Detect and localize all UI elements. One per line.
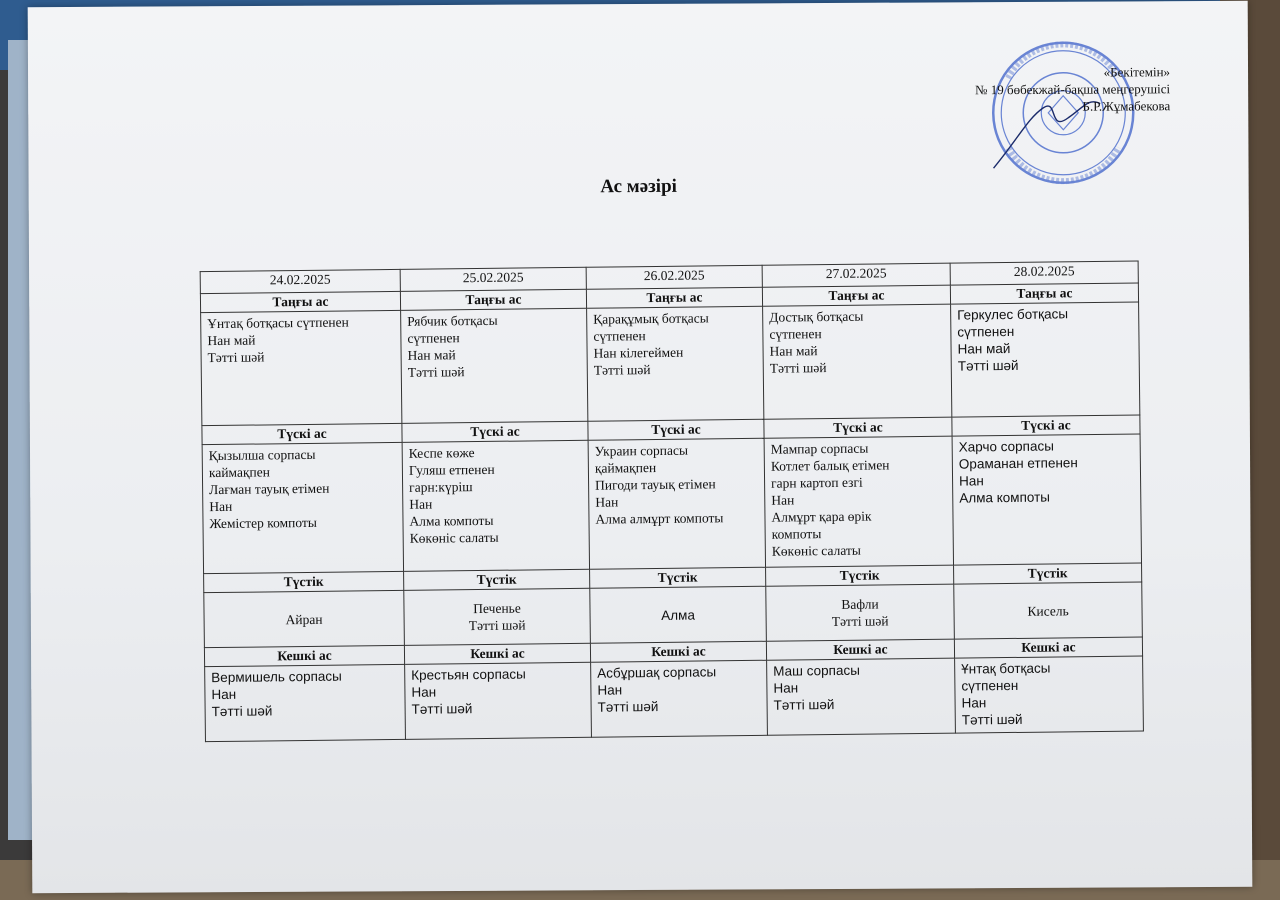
menu-cell bbox=[955, 656, 1144, 733]
dish-line: Вафли bbox=[841, 596, 879, 612]
dish-line: Тәтті шәй bbox=[593, 362, 651, 378]
dish-line: Тәтті шәй bbox=[411, 701, 473, 717]
menu-cell bbox=[402, 440, 589, 571]
dish-line: Вермишель сорпасы bbox=[211, 668, 342, 686]
dish-line: Асбұршақ сорпасы bbox=[597, 664, 717, 681]
date-cell: 28.02.2025 bbox=[950, 261, 1138, 285]
dish-line: Алма компоты bbox=[409, 512, 494, 529]
dish-line: гарн:күріш bbox=[409, 479, 473, 495]
date-cell: 25.02.2025 bbox=[400, 267, 586, 291]
menu-cell bbox=[590, 586, 767, 643]
dish-line: Нан май bbox=[407, 347, 456, 363]
menu-cell bbox=[766, 584, 955, 641]
dish-line: Алма алмұрт компоты bbox=[595, 510, 724, 527]
dish-line: Тәтті шәй bbox=[407, 364, 465, 380]
dish-line: Нан bbox=[211, 686, 237, 703]
menu-cell bbox=[767, 658, 956, 735]
dish-line: Тәтті шәй bbox=[211, 703, 273, 720]
dish-line: Алмұрт қара өрік bbox=[771, 508, 872, 525]
menu-cell bbox=[591, 660, 768, 737]
date-cell: 24.02.2025 bbox=[200, 269, 400, 293]
meal-header: Кешкі ас bbox=[404, 643, 590, 664]
dish-line: Нан bbox=[411, 684, 437, 700]
dish-line: Нан май bbox=[769, 343, 818, 359]
dish-line: Нан bbox=[961, 695, 987, 711]
dish-line: Қызылша сорпасы bbox=[208, 446, 316, 464]
dish-line: қаймақпен bbox=[594, 460, 657, 476]
menu-cell bbox=[587, 306, 764, 421]
menu-cell bbox=[202, 442, 403, 573]
dish-line: сүтпенен bbox=[407, 330, 460, 346]
meal-header: Түскі ас bbox=[588, 419, 764, 440]
dish-line: Кисель bbox=[1027, 602, 1069, 619]
menu-cell bbox=[401, 308, 588, 423]
meal-header: Кешкі ас bbox=[204, 645, 404, 666]
dish-line: Лағман тауық етімен bbox=[209, 480, 330, 498]
date-cell: 27.02.2025 bbox=[762, 263, 950, 287]
lunch-row bbox=[202, 434, 1141, 574]
dish-line: Тәтті шәй bbox=[207, 349, 265, 366]
dish-line: Тәтті шәй bbox=[961, 711, 1023, 728]
dish-line: Көкөніс салаты bbox=[409, 529, 499, 546]
dish-line: Нан май bbox=[207, 332, 256, 349]
menu-cell bbox=[588, 438, 765, 569]
meal-header: Түскі ас bbox=[952, 415, 1140, 436]
meal-header: Түстік bbox=[766, 565, 954, 586]
menu-table bbox=[200, 261, 1144, 743]
meal-header: Түскі ас bbox=[202, 423, 402, 444]
dish-line: Крестьян сорпасы bbox=[411, 666, 526, 683]
meal-header: Түстік bbox=[204, 571, 404, 592]
meal-header: Түстік bbox=[590, 567, 766, 588]
dish-line: Геркулес ботқасы bbox=[957, 306, 1069, 323]
meal-header: Таңғы ас bbox=[586, 287, 762, 308]
dish-line: Печенье bbox=[473, 600, 521, 617]
dish-line: Тәтті шәй bbox=[468, 617, 526, 634]
dish-line: Алма bbox=[661, 607, 695, 623]
menu-cell bbox=[405, 662, 592, 739]
dish-line: Ұнтақ ботқасы сүтпенен bbox=[207, 314, 349, 332]
meal-header: Таңғы ас bbox=[762, 285, 950, 306]
menu-cell bbox=[201, 310, 402, 425]
approval-label: «Бекітемін» bbox=[1103, 64, 1171, 80]
dish-line: сүтпенен bbox=[961, 677, 1019, 694]
dish-line: Нан bbox=[595, 494, 619, 510]
dish-line: Нан bbox=[773, 680, 799, 696]
approval-block bbox=[975, 63, 1170, 115]
dish-line: Мампар сорпасы bbox=[770, 440, 869, 457]
menu-cell bbox=[764, 436, 953, 567]
menu-cell bbox=[952, 434, 1141, 565]
dish-line: Котлет балық етімен bbox=[770, 457, 890, 474]
page-title: Ас мәзірі bbox=[600, 175, 677, 198]
dish-line: Тәтті шәй bbox=[773, 697, 835, 713]
meal-header: Түстік bbox=[404, 569, 590, 590]
dish-line: Нан bbox=[958, 473, 984, 489]
dish-line: Пигоди тауық етімен bbox=[595, 476, 716, 493]
menu-cell bbox=[951, 302, 1140, 417]
dish-line: компоты bbox=[771, 526, 822, 542]
approver-name: Б.Р.Жұмабекова bbox=[1082, 98, 1171, 114]
dish-line: Маш сорпасы bbox=[773, 662, 860, 679]
dish-line: Айран bbox=[285, 611, 323, 627]
dish-line: Тәтті шәй bbox=[597, 699, 659, 715]
dish-line: Достық ботқасы bbox=[769, 308, 864, 325]
dish-line: Кеспе көже bbox=[408, 445, 475, 461]
dish-line: Гуляш етпенен bbox=[408, 461, 495, 478]
breakfast-row bbox=[201, 302, 1140, 426]
meal-header: Кешкі ас bbox=[954, 637, 1142, 658]
menu-cell bbox=[763, 304, 952, 419]
dish-line: Нан май bbox=[957, 340, 1011, 357]
dish-line: сүтпенен bbox=[593, 328, 646, 344]
dish-line: Көкөніс салаты bbox=[771, 542, 861, 559]
dish-line: Харчо сорпасы bbox=[958, 438, 1054, 455]
meal-header: Кешкі ас bbox=[766, 639, 954, 660]
dish-line: Нан bbox=[771, 492, 795, 508]
meal-header: Кешкі ас bbox=[590, 641, 766, 662]
dish-line: каймақпен bbox=[208, 464, 271, 481]
dish-line: сүтпенен bbox=[957, 323, 1015, 340]
dish-line: Нан bbox=[209, 498, 233, 515]
menu-cell bbox=[204, 590, 405, 647]
menu-cell bbox=[404, 588, 591, 645]
date-cell: 26.02.2025 bbox=[586, 265, 762, 289]
dish-line: Қарақұмық ботқасы bbox=[593, 310, 709, 327]
dish-line: Украин сорпасы bbox=[594, 442, 689, 459]
dish-line: Жемістер компоты bbox=[209, 514, 317, 532]
dish-line: Тәтті шәй bbox=[957, 357, 1019, 374]
meal-header: Түскі ас bbox=[402, 421, 588, 442]
dish-line: Рябчик ботқасы bbox=[407, 312, 498, 329]
menu-cell bbox=[954, 582, 1143, 639]
dish-line: Ұнтақ ботқасы bbox=[961, 660, 1051, 677]
dish-line: Нан bbox=[409, 496, 433, 512]
meal-header: Таңғы ас bbox=[400, 289, 586, 310]
menu-cell bbox=[205, 664, 406, 741]
meal-header: Таңғы ас bbox=[200, 291, 400, 312]
dish-line: Тәтті шәй bbox=[769, 360, 827, 376]
dish-line: сүтпенен bbox=[769, 326, 822, 342]
meal-header: Түскі ас bbox=[764, 417, 952, 438]
dish-line: Нан кілегеймен bbox=[593, 344, 684, 361]
dinner-row bbox=[205, 656, 1144, 742]
dish-line: гарн картоп езгі bbox=[771, 474, 863, 491]
dish-line: Ораманан етпенен bbox=[958, 455, 1078, 472]
menu-document bbox=[28, 1, 1253, 893]
meal-header: Таңғы ас bbox=[950, 283, 1138, 304]
dish-line: Алма компоты bbox=[959, 489, 1051, 506]
meal-header: Түстік bbox=[954, 563, 1142, 584]
dish-line: Тәтті шәй bbox=[831, 613, 889, 630]
dish-line: Нан bbox=[597, 682, 623, 698]
approver-position: № 19 бөбекжай-бақша меңгерушісі bbox=[975, 81, 1171, 98]
